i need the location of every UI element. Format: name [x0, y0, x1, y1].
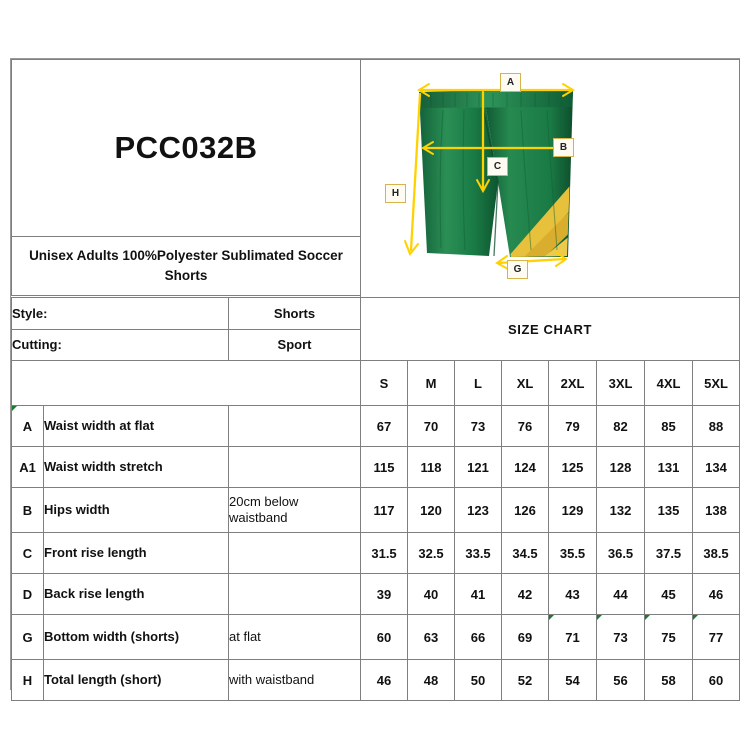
size-chart-sheet: [10, 58, 740, 690]
product-illustration-cell: [361, 60, 740, 298]
cell-c-s: 31.5: [361, 533, 408, 574]
row-note-d: [229, 574, 361, 615]
cell-g-3xl: 73: [597, 615, 645, 660]
cell-h-l: 50: [455, 660, 502, 701]
cell-a1-l: 121: [455, 447, 502, 488]
cell-h-5xl: 60: [693, 660, 740, 701]
attribute-row-style: [12, 298, 740, 330]
measurement-row: [12, 660, 740, 701]
row-note-g: at flat: [229, 615, 361, 660]
cell-b-5xl: 138: [693, 488, 740, 533]
row-note-b: 20cm below waistband: [229, 488, 361, 533]
product-description-cell: [12, 237, 361, 296]
size-header-row: [12, 361, 740, 406]
cell-c-5xl: 38.5: [693, 533, 740, 574]
marker-h: H: [385, 184, 406, 203]
marker-g: G: [507, 260, 528, 279]
cell-d-s: 39: [361, 574, 408, 615]
cell-g-m: 63: [408, 615, 455, 660]
cell-b-2xl: 129: [549, 488, 597, 533]
cell-h-s: 46: [361, 660, 408, 701]
cell-b-m: 120: [408, 488, 455, 533]
row-code-c: C: [12, 533, 44, 574]
cell-b-xl: 126: [502, 488, 549, 533]
cell-d-2xl: 43: [549, 574, 597, 615]
row-note-a1: [229, 447, 361, 488]
size-header-3xl: 3XL: [597, 361, 645, 406]
cutting-label: Cutting:: [12, 329, 229, 361]
size-header-5xl: 5XL: [693, 361, 740, 406]
shorts-waistband: [419, 91, 573, 108]
row-note-a: [229, 406, 361, 447]
row-name-b: Hips width: [44, 488, 229, 533]
cell-h-m: 48: [408, 660, 455, 701]
row-name-g: Bottom width (shorts): [44, 615, 229, 660]
cell-a1-3xl: 128: [597, 447, 645, 488]
cell-a1-4xl: 131: [645, 447, 693, 488]
row-note-h: with waistband: [229, 660, 361, 701]
cell-d-4xl: 45: [645, 574, 693, 615]
cell-a-2xl: 79: [549, 406, 597, 447]
cell-a-m: 70: [408, 406, 455, 447]
cell-b-4xl: 135: [645, 488, 693, 533]
row-name-a1: Waist width stretch: [44, 447, 229, 488]
cell-g-s: 60: [361, 615, 408, 660]
spec-table: [11, 59, 740, 701]
cell-d-l: 41: [455, 574, 502, 615]
marker-a: A: [500, 73, 521, 92]
cell-g-xl: 69: [502, 615, 549, 660]
row-code-h: H: [12, 660, 44, 701]
product-description: Unisex Adults 100%Polyester Sublimated Soccer Shorts: [29, 248, 343, 283]
cell-g-4xl: 75: [645, 615, 693, 660]
cell-g-2xl: 71: [549, 615, 597, 660]
cell-a-5xl: 88: [693, 406, 740, 447]
measurement-row: [12, 406, 740, 447]
row-note-c: [229, 533, 361, 574]
cell-c-4xl: 37.5: [645, 533, 693, 574]
row-name-h: Total length (short): [44, 660, 229, 701]
marker-b: B: [553, 138, 574, 157]
row-name-d: Back rise length: [44, 574, 229, 615]
measurement-row: [12, 488, 740, 533]
size-header-m: M: [408, 361, 455, 406]
cell-d-5xl: 46: [693, 574, 740, 615]
cell-c-xl: 34.5: [502, 533, 549, 574]
cell-c-m: 32.5: [408, 533, 455, 574]
cell-d-m: 40: [408, 574, 455, 615]
cell-b-s: 117: [361, 488, 408, 533]
cell-g-l: 66: [455, 615, 502, 660]
product-code-cell: [12, 60, 361, 237]
row-code-g: G: [12, 615, 44, 660]
cell-a1-2xl: 125: [549, 447, 597, 488]
cell-c-l: 33.5: [455, 533, 502, 574]
measurement-row: [12, 615, 740, 660]
style-label: Style:: [12, 298, 229, 330]
cell-a1-s: 115: [361, 447, 408, 488]
marker-c: C: [487, 157, 508, 176]
size-header-4xl: 4XL: [645, 361, 693, 406]
cell-a-l: 73: [455, 406, 502, 447]
row-code-a: A: [12, 406, 44, 447]
cell-h-4xl: 58: [645, 660, 693, 701]
cell-b-l: 123: [455, 488, 502, 533]
cell-a-s: 67: [361, 406, 408, 447]
cell-c-3xl: 36.5: [597, 533, 645, 574]
cell-a-4xl: 85: [645, 406, 693, 447]
size-chart-banner: SIZE CHART: [361, 298, 740, 361]
product-code-row: [12, 60, 740, 237]
style-value: Shorts: [229, 298, 361, 330]
size-header-empty-cell: [12, 361, 361, 406]
size-header-xl: XL: [502, 361, 549, 406]
row-name-a: Waist width at flat: [44, 406, 229, 447]
cell-b-3xl: 132: [597, 488, 645, 533]
size-header-2xl: 2XL: [549, 361, 597, 406]
shorts-svg: [361, 60, 739, 294]
cell-c-2xl: 35.5: [549, 533, 597, 574]
cell-a1-5xl: 134: [693, 447, 740, 488]
cell-h-2xl: 54: [549, 660, 597, 701]
cutting-value: Sport: [229, 329, 361, 361]
cell-a1-xl: 124: [502, 447, 549, 488]
cell-d-xl: 42: [502, 574, 549, 615]
row-name-c: Front rise length: [44, 533, 229, 574]
measurement-row: [12, 533, 740, 574]
cell-h-xl: 52: [502, 660, 549, 701]
cell-a1-m: 118: [408, 447, 455, 488]
shorts-illustration: [361, 60, 739, 294]
size-header-s: S: [361, 361, 408, 406]
row-code-b: B: [12, 488, 44, 533]
cell-g-5xl: 77: [693, 615, 740, 660]
cell-a-xl: 76: [502, 406, 549, 447]
row-code-d: D: [12, 574, 44, 615]
cell-a-3xl: 82: [597, 406, 645, 447]
cell-d-3xl: 44: [597, 574, 645, 615]
row-code-a1: A1: [12, 447, 44, 488]
measurement-row: [12, 574, 740, 615]
size-header-l: L: [455, 361, 502, 406]
product-code: PCC032B: [114, 130, 258, 165]
cell-h-3xl: 56: [597, 660, 645, 701]
measurement-row: [12, 447, 740, 488]
